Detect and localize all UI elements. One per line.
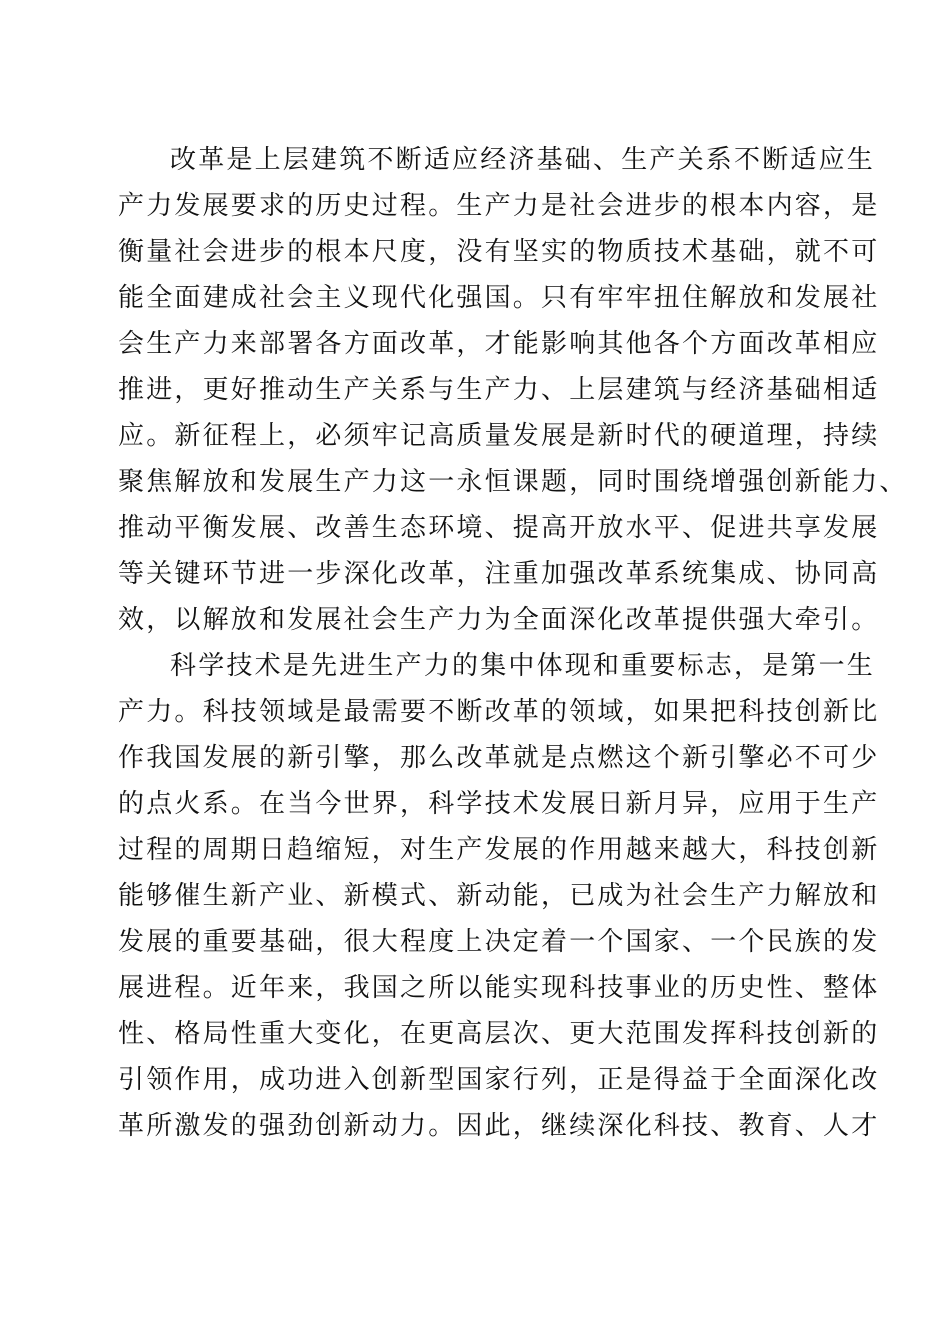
paragraph-line: 的点火系。在当今世界，科学技术发展日新月异，应用于生产: [118, 789, 880, 819]
paragraph-line: 发展的重要基础，很大程度上决定着一个国家、一个民族的发: [118, 927, 880, 957]
paragraph-line: 性、格局性重大变化，在更高层次、更大范围发挥科技创新的: [118, 1019, 880, 1049]
paragraph-line: 衡量社会进步的根本尺度，没有坚实的物质技术基础，就不可: [118, 237, 880, 267]
paragraph-line: 产力。科技领域是最需要不断改革的领域，如果把科技创新比: [118, 697, 880, 727]
paragraph-line: 应。新征程上，必须牢记高质量发展是新时代的硬道理，持续: [118, 421, 880, 451]
paragraph-line: 展进程。近年来，我国之所以能实现科技事业的历史性、整体: [118, 973, 880, 1003]
paragraph-line: 会生产力来部署各方面改革，才能影响其他各个方面改革相应: [118, 329, 880, 359]
paragraph-line: 产力发展要求的历史过程。生产力是社会进步的根本内容，是: [118, 191, 880, 221]
paragraph-line: 推动平衡发展、改善生态环境、提高开放水平、促进共享发展: [118, 513, 880, 543]
paragraph-line: 能够催生新产业、新模式、新动能，已成为社会生产力解放和: [118, 881, 880, 911]
paragraph-line: 引领作用，成功进入创新型国家行列，正是得益于全面深化改: [118, 1065, 880, 1095]
paragraph-line: 科学技术是先进生产力的集中体现和重要标志，是第一生: [170, 651, 876, 681]
paragraph-line: 推进，更好推动生产关系与生产力、上层建筑与经济基础相适: [118, 375, 880, 405]
paragraph-line: 过程的周期日趋缩短，对生产发展的作用越来越大，科技创新: [118, 835, 880, 865]
paragraph-line: 等关键环节进一步深化改革，注重加强改革系统集成、协同高: [118, 559, 880, 589]
paragraph-line: 聚焦解放和发展生产力这一永恒课题，同时围绕增强创新能力、: [118, 467, 908, 497]
paragraph-line: 革所激发的强劲创新动力。因此，继续深化科技、教育、人才: [118, 1111, 880, 1141]
paragraph-line: 作我国发展的新引擎，那么改革就是点燃这个新引擎必不可少: [118, 743, 880, 773]
paragraph-line: 能全面建成社会主义现代化强国。只有牢牢扭住解放和发展社: [118, 283, 880, 313]
paragraph-line: 效，以解放和发展社会生产力为全面深化改革提供强大牵引。: [118, 605, 880, 635]
paragraph-line: 改革是上层建筑不断适应经济基础、生产关系不断适应生: [170, 145, 876, 175]
